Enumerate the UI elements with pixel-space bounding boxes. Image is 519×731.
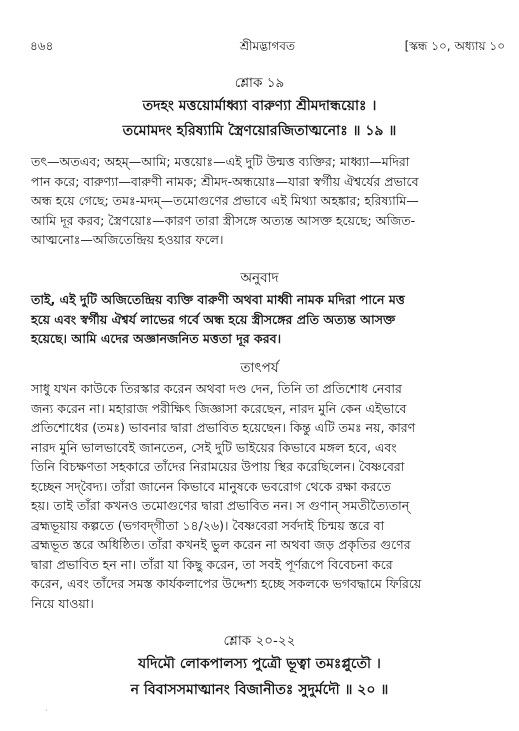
synonym-line: পান করে; বারুণ্যা—বারুণী নামক; শ্রীমদ-অন্ধয়োঃ—যারা স্বর্গীয় ঐশ্বর্যের প্রভাবে [31,173,419,189]
verse-line: তদহং মত্তয়োর্মাধ্ব্যা বারুণ্যা শ্রীমদান্ধয়োঃ । [142,98,377,114]
purport-line: সাধু যখন কাউকে তিরস্কার করেন অথবা দণ্ড দেন, তিনি তা প্রতিশোধ নেবার [31,381,402,396]
translation-line: হয়ে এবং স্বর্গীয় ঐশ্বর্য লাভের গর্বে অন্ধ হয়ে স্ত্রীসঙ্গের প্রতি অত্যন্ত আসক্ত [31,311,396,327]
synonyms-block [31,152,501,250]
synonym-line: তৎ—অতএব; অহম্—আমি; মত্তয়োঃ—এই দুটি উন্মত্ত ব্যক্তির; মাধ্ব্যা—মদিরা [31,154,410,169]
purport-line: দ্বারা প্রভাবিত হন না। তাঁরা যা কিছু করেন, তা সবই পূর্ণরূপে বিবেচনা করে [31,556,393,572]
purport-heading: তাৎপর্য [240,360,279,376]
translation-heading: অনুবাদ [240,270,279,286]
synonym-line: অন্ধ হয়ে গেছে; তমঃ-মদম্—তমোগুণের প্রভাবে এই মিথ্যা অহঙ্কার; হরিষ্যামি— [31,193,419,208]
purport-line: হচ্ছেন সদ্‌বৈদ্য। তাঁরা জানেন কিভাবে মানুষকে ভবরোগ থেকে রক্ষা করতে [31,478,391,494]
translation-line: তাই, এই দুটি অজিতেন্দ্রিয় ব্যক্তি বারুণী অথবা মাধ্বী নামক মদিরা পানে মত্ত [31,292,405,307]
verse-heading: শ্লোক ২০-২২ [223,633,296,649]
purport-line: নিয়ে যাওয়া। [31,595,94,611]
purport-line: জন্য করেন না। মহারাজ পরীক্ষিৎ জিজ্ঞাসা করেছেন, নারদ মুনি কেন এইভাবে [31,400,407,416]
synonym-line: আত্মনোঃ—অজিতেন্দ্রিয় হওয়ার ফলে। [31,232,224,247]
translation-block [31,290,501,349]
synonym-line: আমি দূর করব; স্ত্রৈণয়োঃ—কারণ তারা স্ত্রীসঙ্গে অত্যন্ত আসক্ত হয়েছে; অজিত- [31,212,416,228]
purport-line: ব্রহ্মভূত স্তরে অধিষ্ঠিত। তাঁরা কখনই ভুল করেন না অথবা জড় প্রকৃতির গুণের [31,537,411,552]
page-header [30,38,505,56]
purport-line: করেন, এবং তাঁদের সমস্ত কার্যকলাপের উদ্দেশ্য হচ্ছে সকলকে ভগবদ্ধামে ফিরিয়ে [31,576,422,591]
purport-line: প্রতিশোধের (তমঃ) ভাবনার দ্বারা প্রভাবিত হয়েছেন। কিন্তু এটি তমঃ নয়, কারণ [31,420,416,435]
translation-line: হয়েছে। আমি এদের অজ্ঞানজনিত মত্ততা দূর করব। [31,331,282,346]
verse-line: ন বিবাসসমাত্মানং বিজানীতঃ সুদুর্মদৌ ॥ ২০ ॥ [130,682,389,698]
purport-block [31,379,501,613]
purport-line: হয়। তাই তাঁরা কখনও তমোগুণের দ্বারা প্রভাবিত নন। স গুণান্ সমতীত্যৈতান্ [31,498,410,513]
verse-line: তমোমদং হরিষ্যামি স্ত্রৈণয়োরজিতাত্মনোঃ ॥ ১৯ ॥ [122,123,397,139]
purport-line: ব্রহ্মভূয়ায় কল্পতে (ভগবদ্‌গীতা ১৪/২৬)। বৈষ্ণবেরা সর্বদাই চিন্ময় স্তরে বা [31,517,385,533]
verse-line: যদিমৌ লোকপালস্য পুত্রৌ ভূত্বা তমঃপ্লুতৌ । [138,656,381,672]
chapter-reference: [স্কন্ধ ১০, অধ্যায় ১০ [404,39,505,53]
book-title: শ্রীমদ্ভাগবত [239,39,295,53]
purport-line: নারদ মুনি ভালভাবেই জানতেন, সেই দুটি ভাইয়ের কিভাবে মঙ্গল হবে, এবং [31,439,397,455]
print-speck: · [45,706,48,715]
purport-line: তিনি বিচক্ষণতা সহকারে তাঁদের নিরাময়ের উপায় স্থির করেছিলেন। বৈষ্ণবেরা [31,459,405,474]
verse-heading: শ্লোক ১৯ [234,75,285,91]
page-number: ৪৬৪ [30,39,54,53]
